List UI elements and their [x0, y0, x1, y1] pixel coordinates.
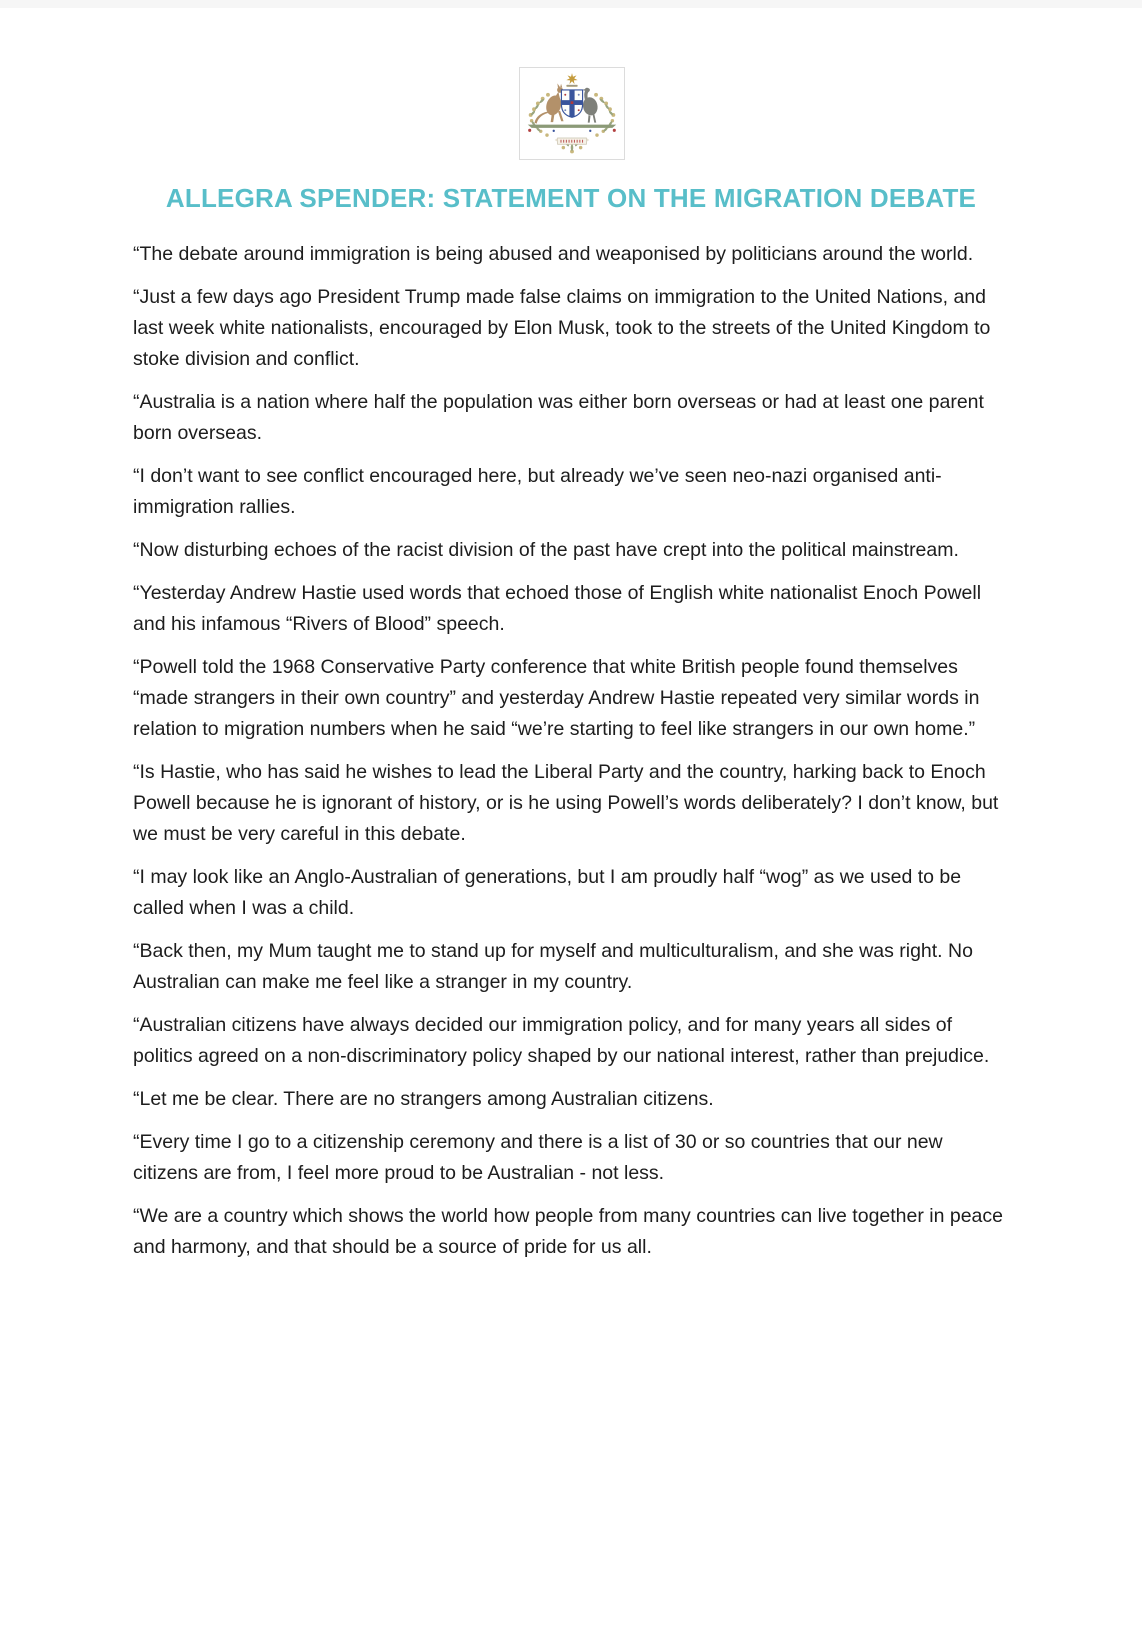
statement-paragraph-7: “Powell told the 1968 Conservative Party conference that white British people found themselves “made strangers in their own country” and yesterday Andrew Hastie repeated very similar words in relation to migration numbers when he said “we’re starting to feel like strangers in our own home.” — [133, 656, 980, 740]
statement-paragraph-10: “Back then, my Mum taught me to stand up for myself and multiculturalism, and she was right. No Australian can make me feel like a stranger in my country. — [133, 940, 973, 993]
statement-paragraph-3: “Australia is a nation where half the population was either born overseas or had at least one parent born overseas. — [133, 391, 984, 444]
coat-of-arms-box — [519, 67, 625, 160]
statement-paragraph-6: “Yesterday Andrew Hastie used words that echoed those of English white nationalist Enoch Powell and his infamous “Rivers of Blood” speech. — [133, 582, 982, 635]
australia-scroll — [555, 138, 590, 144]
statement-paragraph-13: “Every time I go to a citizenship ceremony and there is a list of 30 or so countries that our new citizens are from, I feel more proud to be Australian - not less. — [133, 1131, 943, 1184]
page-title: ALLEGRA SPENDER: STATEMENT ON THE MIGRATION DEBATE — [165, 183, 977, 213]
statement-paragraph-2: “Just a few days ago President Trump made false claims on immigration to the United Nations, and last week white nationalists, encouraged by Elon Musk, took to the streets of the United Kingdom to stoke division and conflict. — [133, 286, 991, 370]
statement-paragraph-8: “Is Hastie, who has said he wishes to lead the Liberal Party and the country, harking back to Enoch Powell because he is ignorant of history, or is he using Powell’s words deliberately? I don’t know, but we must be very careful in this debate. — [133, 761, 999, 845]
statement-body — [133, 239, 1010, 1275]
shield — [561, 89, 582, 117]
statement-paragraph-5: “Now disturbing echoes of the racist division of the past have crept into the political mainstream. — [133, 539, 959, 561]
statement-paragraph-1: “The debate around immigration is being abused and weaponised by politicians around the world. — [133, 243, 974, 265]
commonwealth-star — [566, 73, 577, 84]
statement-paragraph-4: “I don’t want to see conflict encouraged here, but already we’ve seen neo-nazi organised anti-immigration rallies. — [133, 465, 942, 518]
statement-paragraph-11: “Australian citizens have always decided our immigration policy, and for many years all sides of politics agreed on a non-discriminatory policy shaped by our national interest, rather than prejudice. — [133, 1014, 990, 1067]
australian-coat-of-arms-icon — [522, 70, 622, 158]
statement-paragraph-9: “I may look like an Anglo-Australian of generations, but I am proudly half “wog” as we used to be called when I was a child. — [133, 866, 962, 919]
top-edge-shade — [0, 0, 1142, 8]
branch-bar — [528, 124, 616, 127]
statement-paragraph-14: “We are a country which shows the world how people from many countries can live together in peace and harmony, and that should be a source of pride for us all. — [133, 1205, 1003, 1258]
statement-paragraph-12: “Let me be clear. There are no strangers among Australian citizens. — [133, 1088, 714, 1110]
